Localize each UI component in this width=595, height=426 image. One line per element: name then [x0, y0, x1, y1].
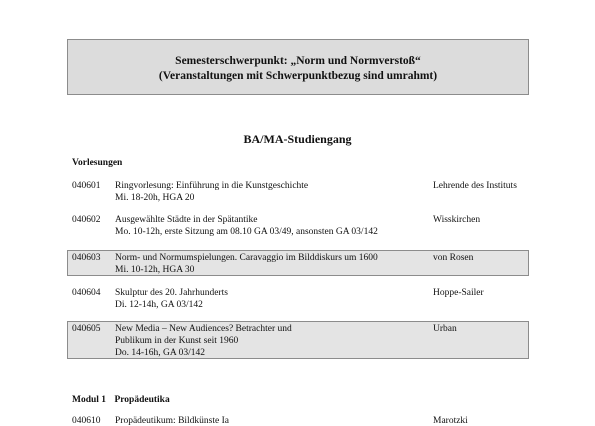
course-lecturer: Lehrende des Instituts: [433, 181, 517, 191]
course-title-continued: Publikum in der Kunst seit 1960: [115, 336, 239, 346]
module-label: Modul 1: [72, 395, 107, 405]
course-schedule: Mi. 18-20h, HGA 20: [115, 193, 195, 203]
course-lecturer: Urban: [433, 324, 457, 334]
course-row: [67, 180, 529, 206]
module-heading: [72, 395, 170, 405]
course-details: [115, 252, 415, 276]
course-details: [115, 287, 415, 311]
course-title: Ringvorlesung: Einführung in die Kunstgeschichte: [115, 181, 309, 191]
course-schedule: Do. 14-16h, GA 03/142: [115, 348, 205, 358]
course-schedule: Mo. 10-12h, erste Sitzung am 08.10 GA 03/49, ansonsten GA 03/142: [115, 227, 378, 237]
course-details: [115, 323, 415, 359]
course-title: New Media – New Audiences? Betrachter und: [115, 324, 292, 334]
course-details: [115, 214, 415, 238]
course-lecturer: Marotzki: [433, 416, 468, 426]
program-heading: BA/MA-Studiengang: [243, 132, 352, 146]
course-title: Norm- und Normumspielungen. Caravaggio im Bilddiskurs um 1600: [115, 253, 378, 263]
course-schedule: Di. 12-14h, GA 03/142: [115, 300, 203, 310]
course-row-highlighted: [67, 250, 529, 276]
course-title: Ausgewählte Städte in der Spätantike: [115, 215, 258, 225]
module-name: Propädeutika: [114, 395, 170, 405]
course-number: 040601: [72, 181, 101, 191]
banner-title: Semesterschwerpunkt: „Norm und Normverstoß“: [175, 55, 421, 67]
course-row: [67, 214, 529, 240]
course-number: 040610: [72, 416, 101, 426]
course-row: [67, 287, 529, 313]
banner-subtitle: (Veranstaltungen mit Schwerpunktbezug sind umrahmt): [158, 70, 438, 82]
course-row-highlighted: [67, 321, 529, 359]
course-lecturer: Wisskirchen: [433, 215, 481, 225]
course-number: 040605: [72, 324, 101, 334]
course-lecturer: Hoppe-Sailer: [433, 288, 484, 298]
semester-focus-banner: [67, 39, 529, 95]
course-details: [115, 180, 415, 204]
course-title: Propädeutikum: Bildkünste Ia: [115, 416, 229, 426]
course-number: 040602: [72, 215, 101, 225]
course-number: 040604: [72, 288, 101, 298]
section-title-vorlesungen: Vorlesungen: [72, 158, 123, 168]
course-lecturer: von Rosen: [433, 253, 474, 263]
course-schedule: Mi. 10-12h, HGA 30: [115, 265, 195, 275]
course-title: Skulptur des 20. Jahrhunderts: [115, 288, 228, 298]
course-number: 040603: [72, 253, 101, 263]
